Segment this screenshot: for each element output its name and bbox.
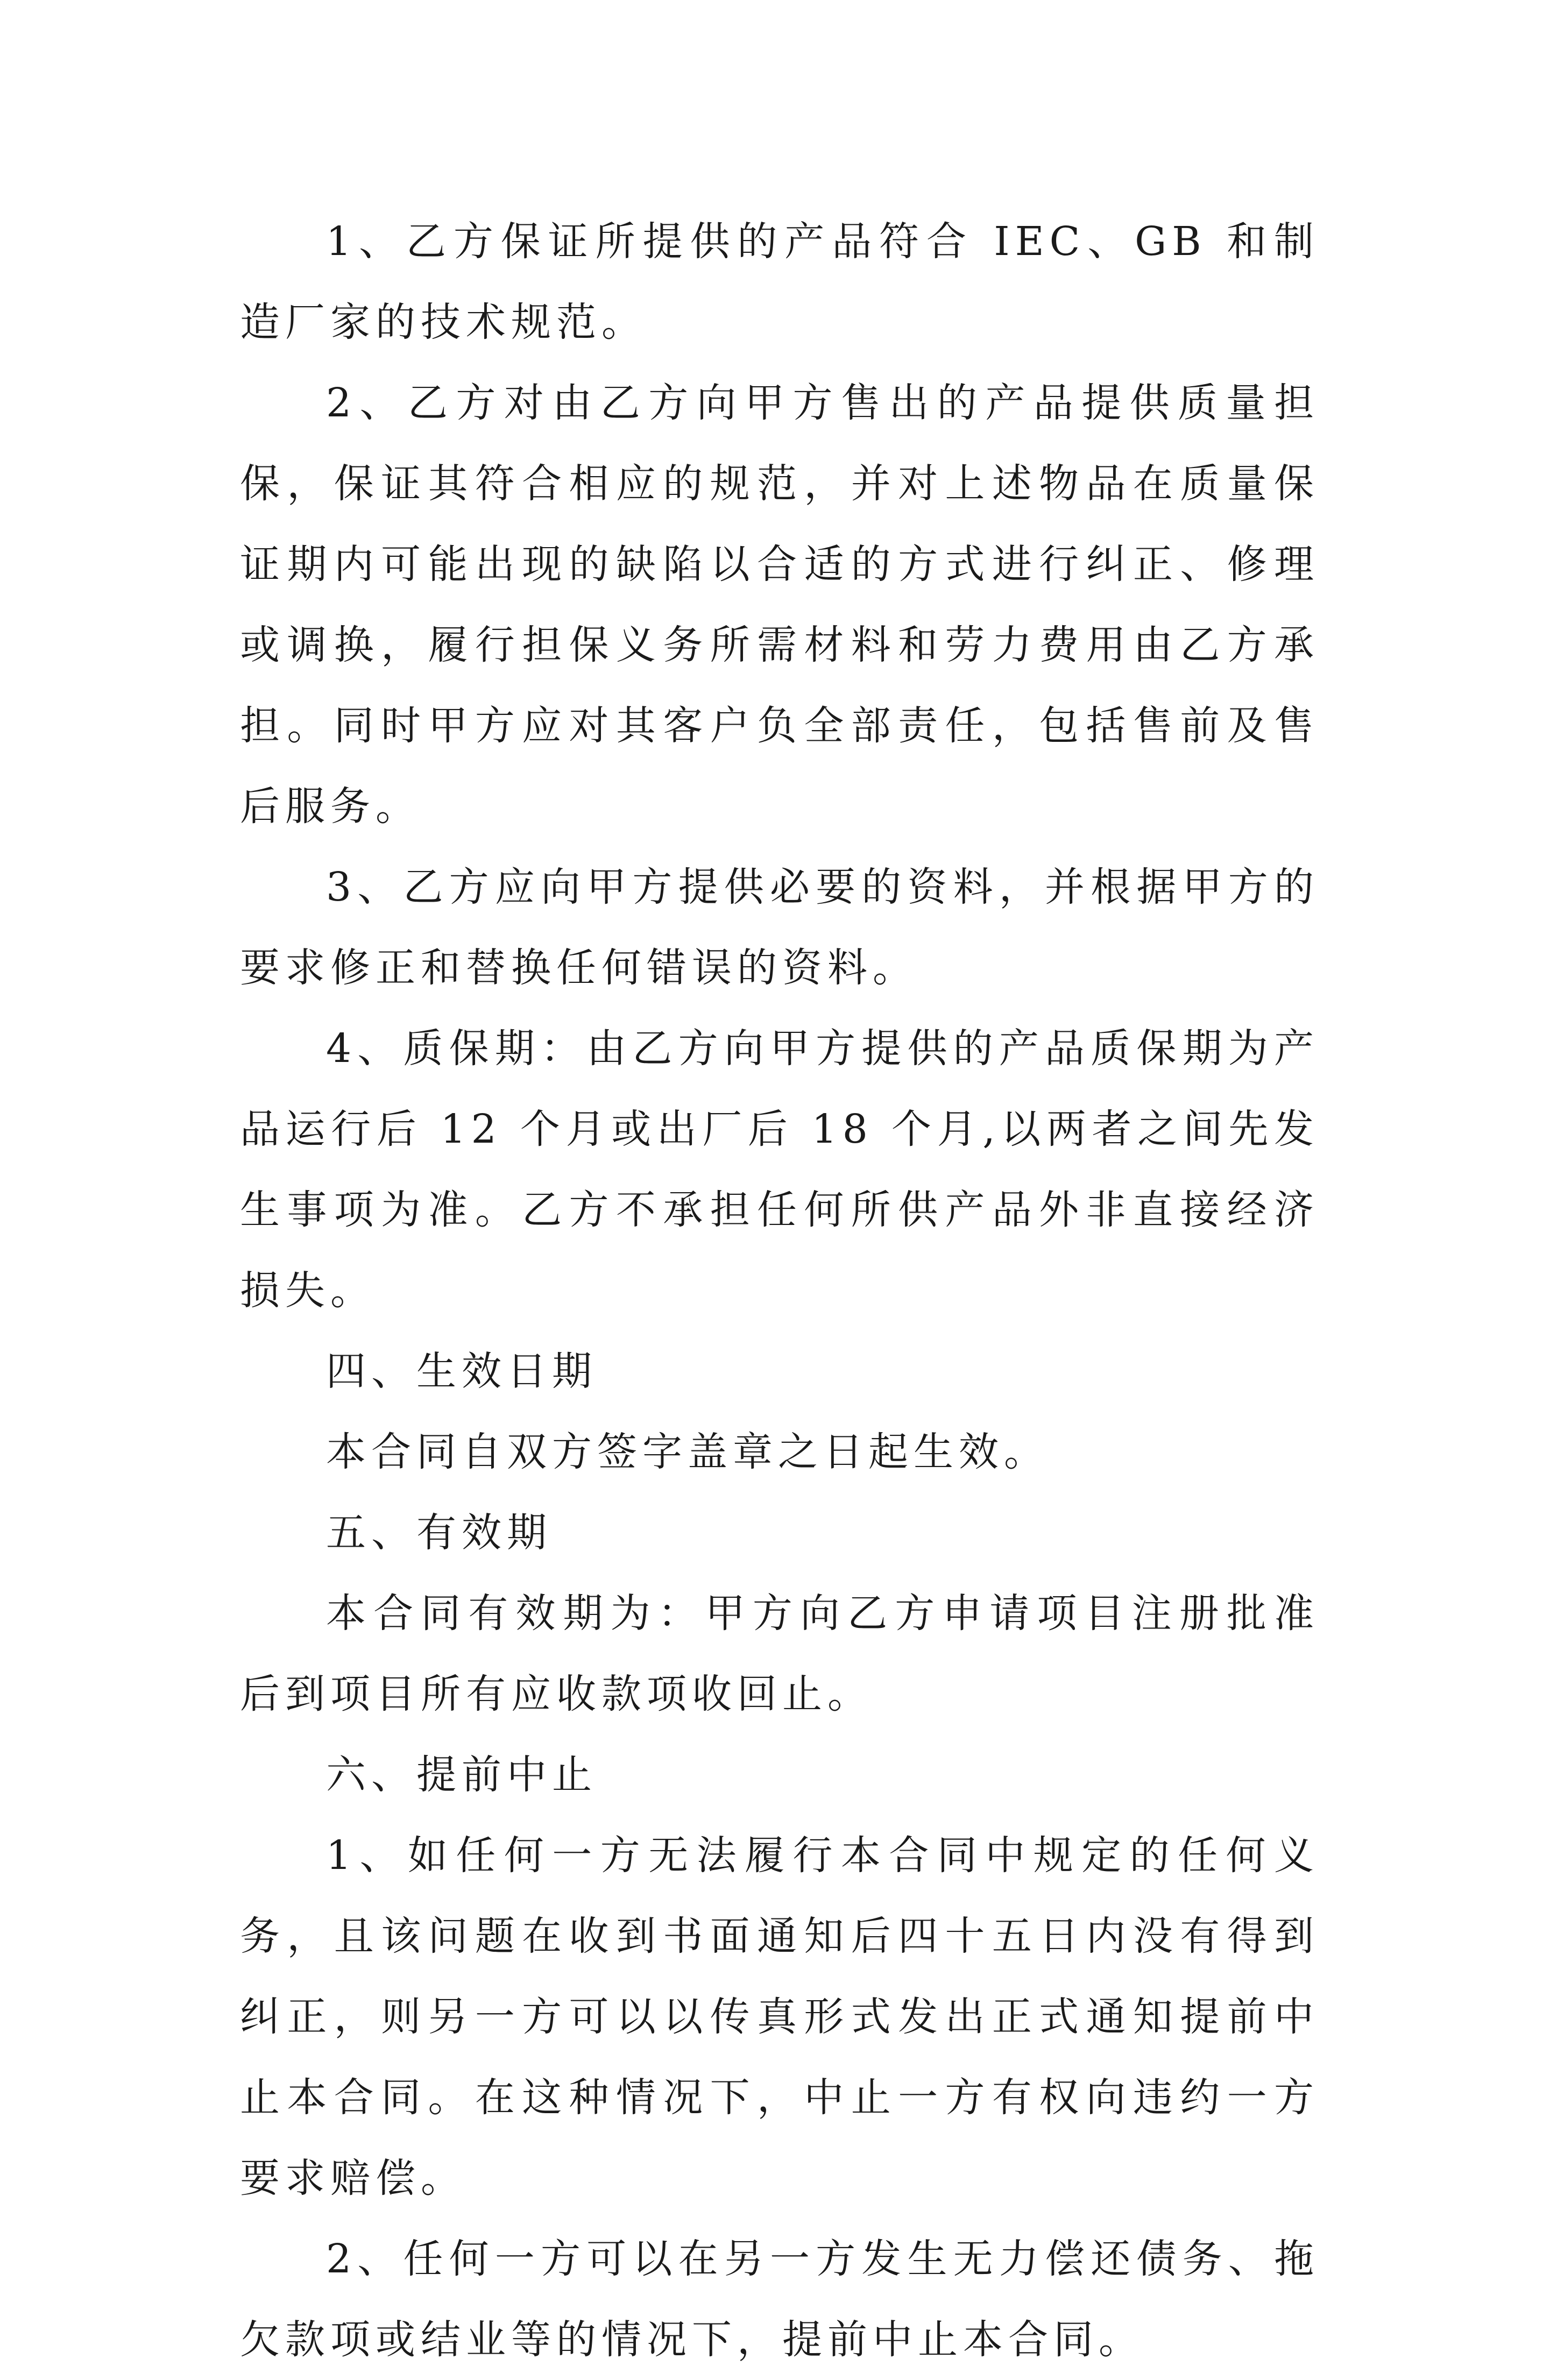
clause-paragraph: 1、如任何一方无法履行本合同中规定的任何义务，且该问题在收到书面通知后四十五日内没有得到纠正，则另一方可以以传真形式发出正式通知提前中止本合同。在这种情况下，中止一方有权向违约一方要求赔偿。 xyxy=(240,1832,1319,2201)
clause-paragraph: 1、乙方保证所提供的产品符合 IEC、GB 和制造厂家的技术规范。 xyxy=(240,218,1319,345)
clause-paragraph: 4、质保期：由乙方向甲方提供的产品质保期为产品运行后 12 个月或出厂后 18 个月,以两者之间先发生事项为准。乙方不承担任何所供产品外非直接经济损失。 xyxy=(240,1025,1319,1314)
clause-paragraph: 本合同有效期为：甲方向乙方申请项目注册批准后到项目所有应收款项收回止。 xyxy=(240,1590,1319,1717)
clause-paragraph: 2、任何一方可以在另一方发生无力偿还债务、拖欠款项或结业等的情况下，提前中止本合同。 xyxy=(240,2236,1319,2363)
document-body xyxy=(240,201,1319,2380)
section-heading-validity-period: 五、有效期 xyxy=(326,1510,552,1556)
clause-paragraph: 3、乙方应向甲方提供必要的资料，并根据甲方的要求修正和替换任何错误的资料。 xyxy=(240,864,1319,991)
section-heading-effective-date: 四、生效日期 xyxy=(326,1348,597,1394)
section-heading-early-termination: 六、提前中止 xyxy=(326,1752,597,1798)
clause-paragraph: 2、乙方对由乙方向甲方售出的产品提供质量担保，保证其符合相应的规范，并对上述物品在质量保证期内可能出现的缺陷以合适的方式进行纠正、修理或调换，履行担保义务所需材料和劳力费用由乙方承担。同时甲方应对其客户负全部责任，包括售前及售后服务。 xyxy=(240,380,1319,830)
clause-paragraph: 本合同自双方签字盖章之日起生效。 xyxy=(326,1429,1049,1475)
